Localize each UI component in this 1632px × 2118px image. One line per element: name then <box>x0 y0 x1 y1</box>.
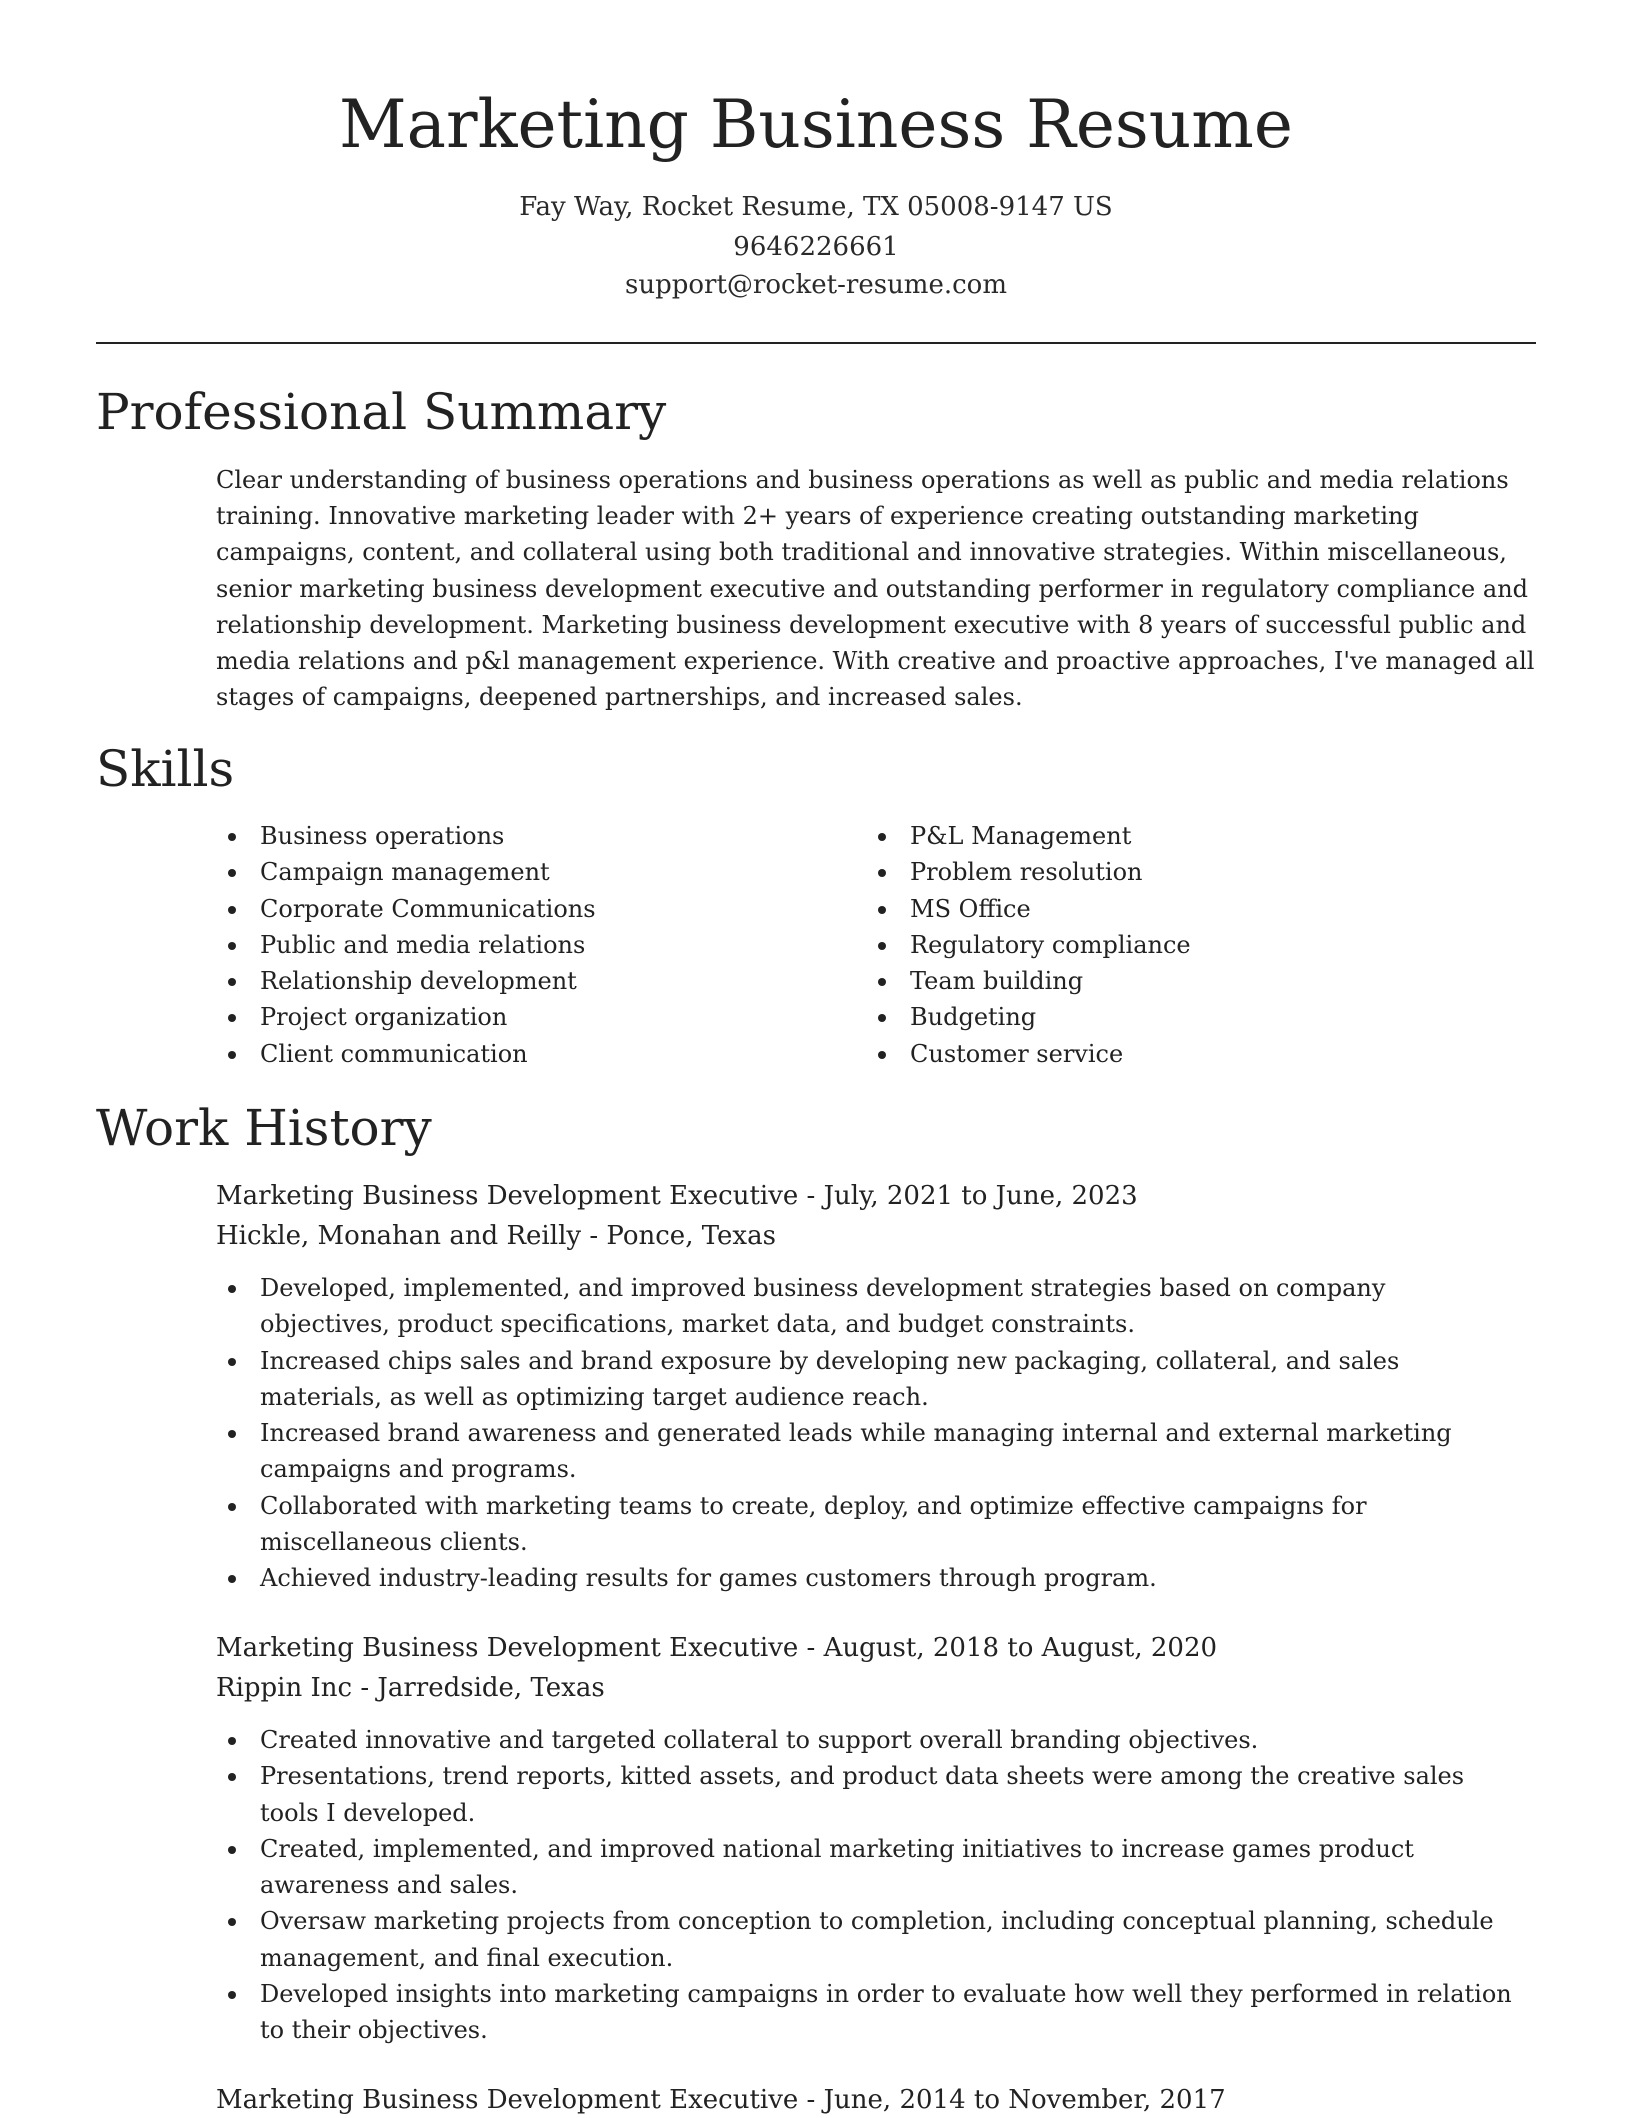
skills-heading: Skills <box>96 740 235 798</box>
skills-list-right <box>910 818 1510 1072</box>
skill-item: Budgeting <box>910 999 1510 1035</box>
header-divider <box>96 342 1536 344</box>
job-title: Marketing Business Development Executive <box>216 2085 799 2115</box>
work-history-heading: Work History <box>96 1099 432 1157</box>
separator: - <box>352 1673 378 1703</box>
job-title-line <box>216 1178 1138 1214</box>
summary-heading: Professional Summary <box>96 383 667 441</box>
job-company: Hickle, Monahan and Reilly <box>216 1221 582 1251</box>
skill-item: Relationship development <box>260 963 860 999</box>
skill-item: Regulatory compliance <box>910 927 1510 963</box>
job-bullet: Achieved industry-leading results for games customers through program. <box>260 1560 1520 1596</box>
job-title: Marketing Business Development Executive <box>216 1181 799 1211</box>
job-bullet: Developed insights into marketing campaigns in order to evaluate how well they performed in relation to their objectives. <box>260 1976 1520 2049</box>
skill-item: Client communication <box>260 1036 860 1072</box>
skill-item: Customer service <box>910 1036 1510 1072</box>
job-dates: August, 2018 to August, 2020 <box>823 1633 1218 1663</box>
job-bullet: Collaborated with marketing teams to create, deploy, and optimize effective campaigns for miscellaneous clients. <box>260 1488 1520 1561</box>
skill-item: MS Office <box>910 891 1510 927</box>
job-location: Ponce, Texas <box>606 1221 776 1251</box>
skill-item: Business operations <box>260 818 860 854</box>
skill-item: P&L Management <box>910 818 1510 854</box>
job-bullet: Created innovative and targeted collateral to support overall branding objectives. <box>260 1722 1520 1758</box>
summary-text: Clear understanding of business operations and business operations as well as public and media relations training. Innovative marketing leader with 2+ years of experience creating outstanding marketing campaigns, content, and collateral using both traditional and innovative strategies. Within miscellaneous, senior marketing business development executive and outstanding performer in regulatory compliance and relationship development. Marketing business development executive with 8 years of successful public and media relations and p&l management experience. With creative and proactive approaches, I've managed all stages of campaigns, deepened partnerships, and increased sales. <box>216 466 1535 712</box>
job-bullets <box>260 1270 1520 1597</box>
job-bullet: Created, implemented, and improved national marketing initiatives to increase games product awareness and sales. <box>260 1831 1520 1904</box>
separator: - <box>798 2085 824 2115</box>
job-bullet: Increased chips sales and brand exposure by developing new packaging, collateral, and sales materials, as well as optimizing target audience reach. <box>260 1343 1520 1416</box>
job-company: Rippin Inc <box>216 1673 353 1703</box>
skill-item: Public and media relations <box>260 927 860 963</box>
job-dates: July, 2021 to June, 2023 <box>823 1181 1138 1211</box>
resume-title: Marketing Business Resume <box>339 86 1293 163</box>
skill-item: Corporate Communications <box>260 891 860 927</box>
job-dates: June, 2014 to November, 2017 <box>823 2085 1226 2115</box>
job-location: Jarredside, Texas <box>377 1673 605 1703</box>
job-company-line <box>216 1670 605 1706</box>
skills-list-left <box>260 818 860 1072</box>
job-bullet: Increased brand awareness and generated leads while managing internal and external marketing campaigns and programs. <box>260 1415 1520 1488</box>
skill-item: Problem resolution <box>910 854 1510 890</box>
job-title: Marketing Business Development Executive <box>216 1633 799 1663</box>
skill-item: Project organization <box>260 999 860 1035</box>
separator: - <box>581 1221 607 1251</box>
job-bullet: Developed, implemented, and improved business development strategies based on company objectives, product specifications, market data, and budget constraints. <box>260 1270 1520 1343</box>
job-title-line <box>216 2082 1226 2118</box>
separator: - <box>798 1181 824 1211</box>
job-company-line <box>216 1218 776 1254</box>
skill-item: Team building <box>910 963 1510 999</box>
contact-email: support@rocket-resume.com <box>624 270 1007 300</box>
skill-item: Campaign management <box>260 854 860 890</box>
job-bullet: Oversaw marketing projects from conception to completion, including conceptual planning, schedule management, and final execution. <box>260 1903 1520 1976</box>
contact-address: Fay Way, Rocket Resume, TX 05008-9147 US <box>519 192 1113 222</box>
job-title-line <box>216 1630 1217 1666</box>
job-bullets <box>260 1722 1520 2049</box>
job-bullet: Presentations, trend reports, kitted assets, and product data sheets were among the creative sales tools I developed. <box>260 1758 1520 1831</box>
separator: - <box>798 1633 824 1663</box>
contact-phone: 9646226661 <box>733 232 899 262</box>
